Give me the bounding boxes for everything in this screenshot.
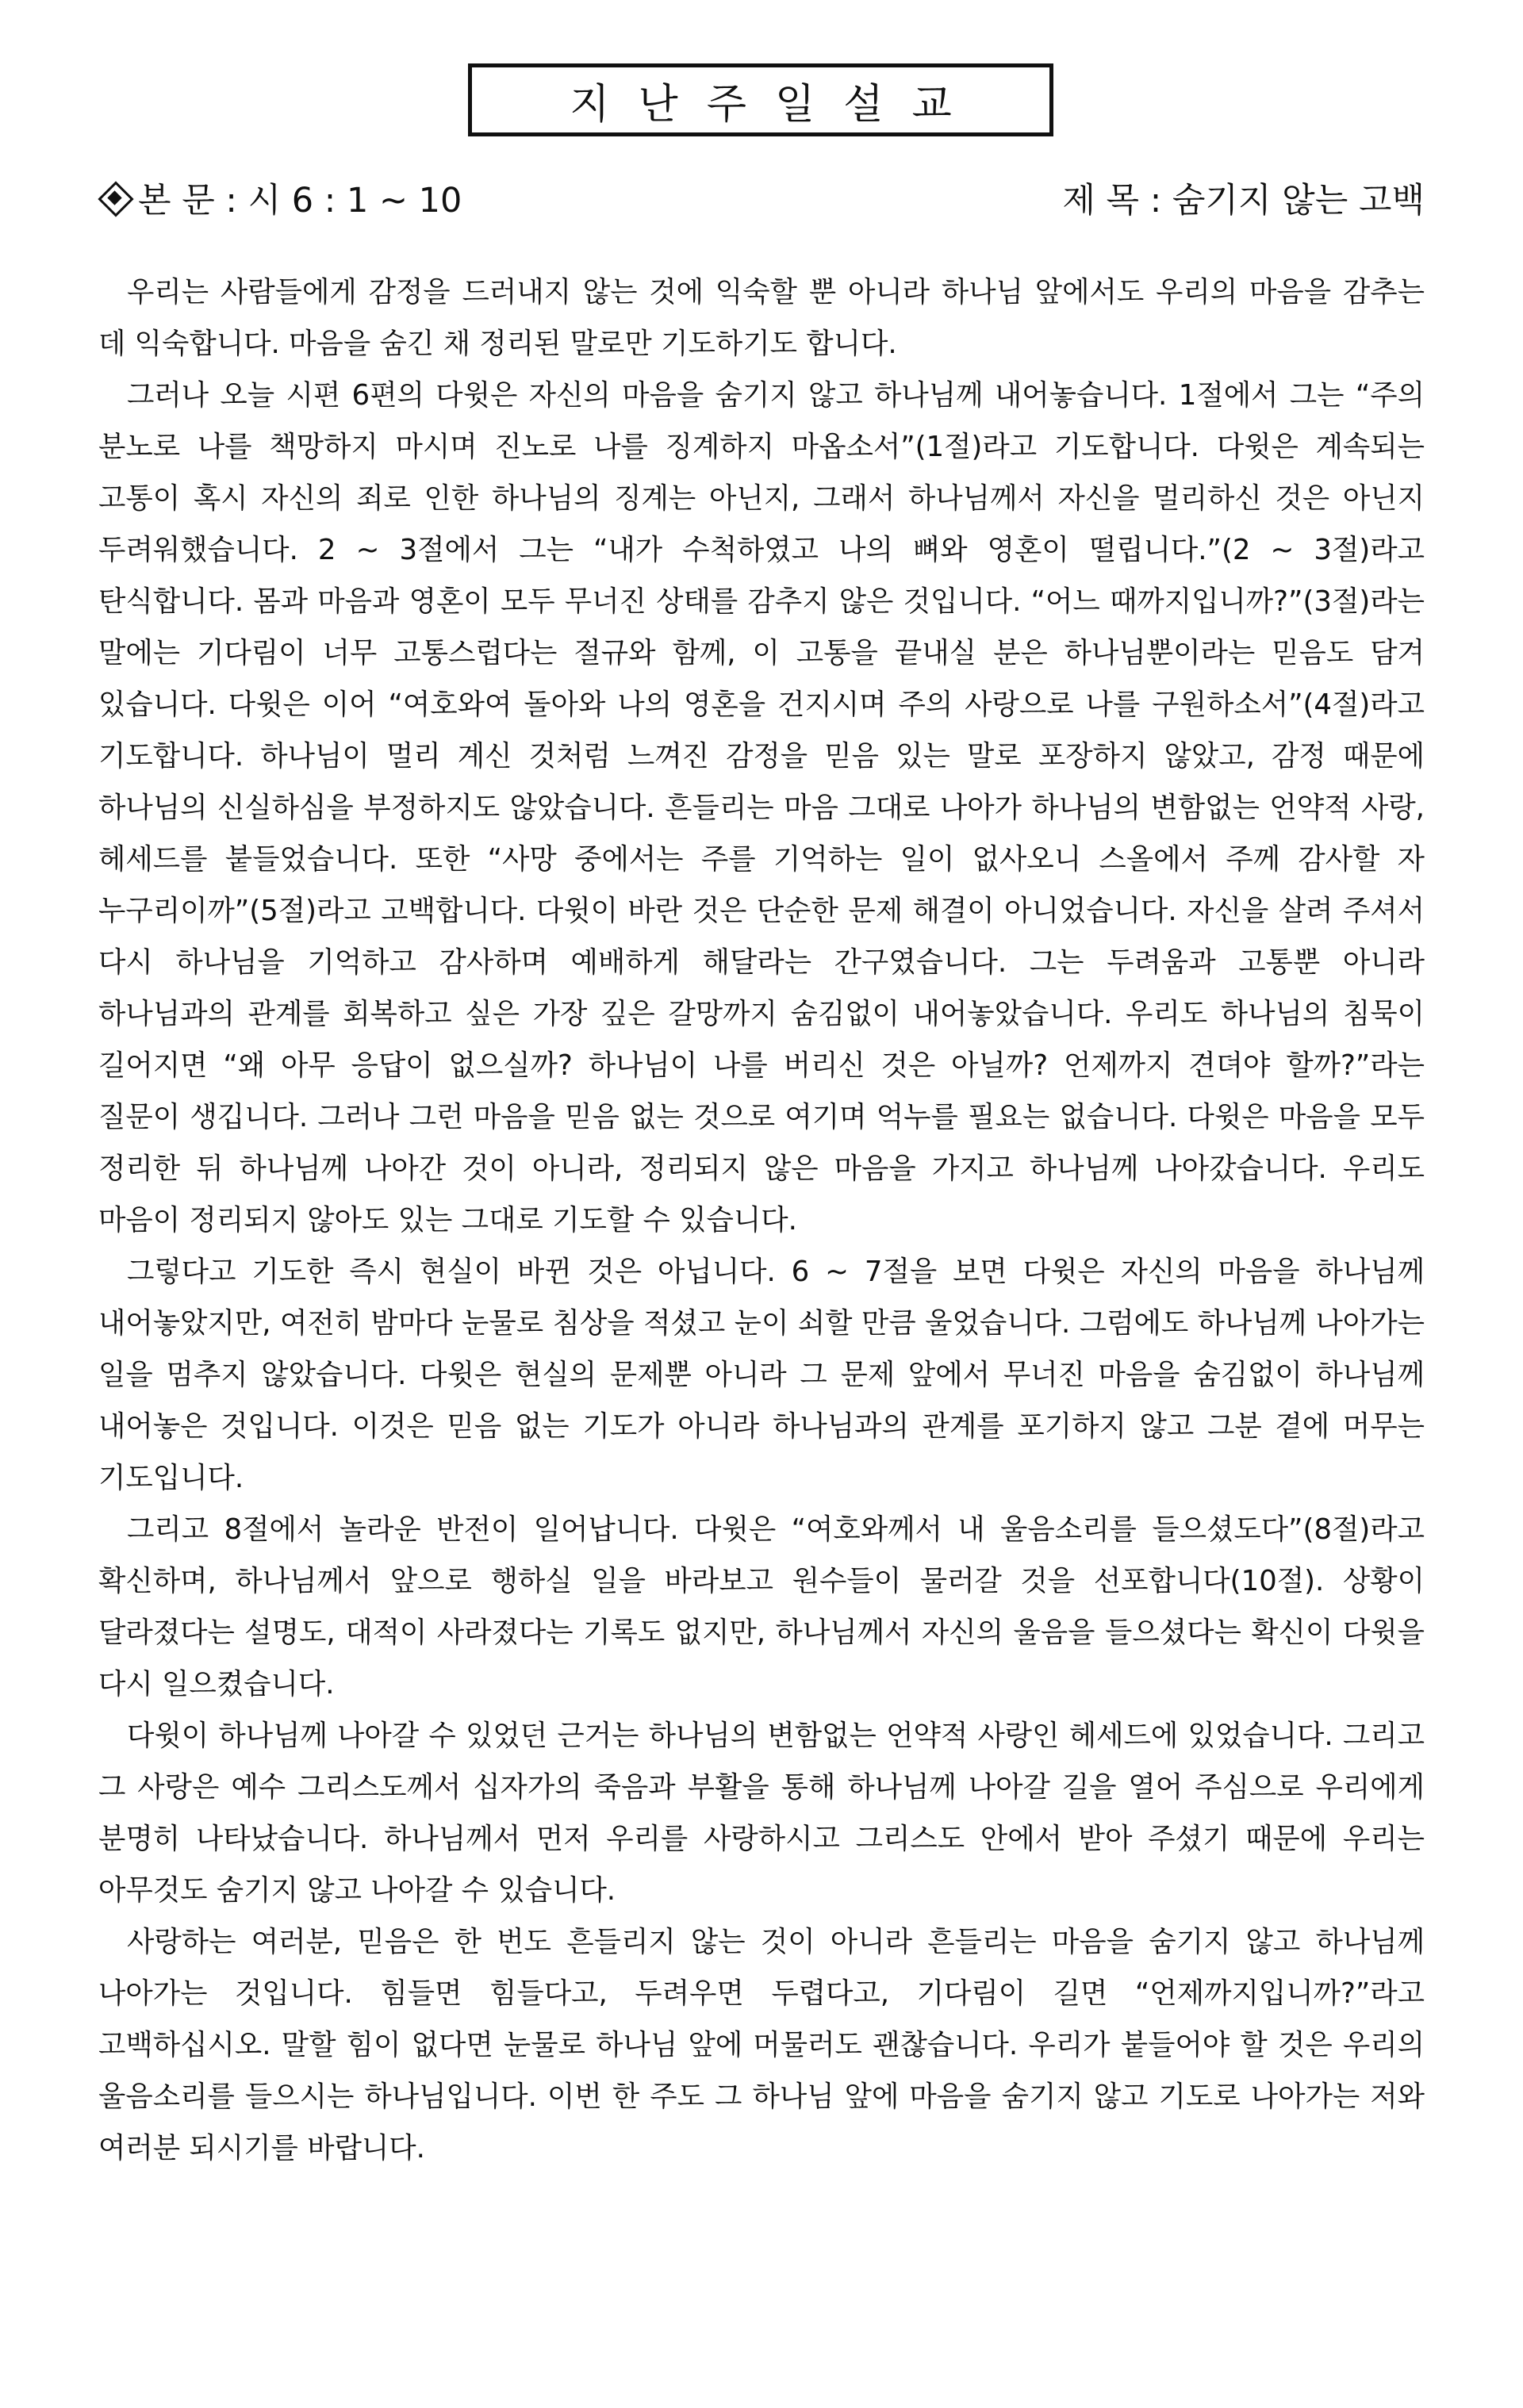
page-title-box	[468, 63, 1053, 136]
sermon-info-row	[98, 170, 1425, 225]
diamond-bullet-icon	[98, 182, 130, 213]
sermon-paragraph: 우리는 사람들에게 감정을 드러내지 않는 것에 익숙할 뿐 아니라 하나님 앞에서도 우리의 마음을 감추는 데 익숙합니다. 마음을 숨긴 채 정리된 말로만 기도하기도 합니다.	[98, 276, 1425, 360]
sermon-paragraph: 다윗이 하나님께 나아갈 수 있었던 근거는 하나님의 변함없는 언약적 사랑인 헤세드에 있었습니다. 그리고 그 사랑은 예수 그리스도께서 십자가의 죽음과 부활을 통해 하나님께 나아갈 길을 열어 주심으로 우리에게 분명히 나타났습니다. 하나님께서 먼저 우리를 사랑하시고 그리스도 안에서 받아 주셨기 때문에 우리는 아무것도 숨기지 않고 나아갈 수 있습니다.	[98, 1720, 1425, 1907]
subject-label: 제 목 : 숨기지 않는 고백	[1062, 180, 1425, 220]
scripture-reference	[98, 174, 462, 222]
sermon-paragraph: 그리고 8절에서 놀라운 반전이 일어납니다. 다윗은 “여호와께서 내 울음소리를 들으셨도다”(8절)라고 확신하며, 하나님께서 앞으로 행하실 일을 바라보고 원수들이 물러갈 것을 선포합니다(10절). 상황이 달라졌다는 설명도, 대적이 사라졌다는 기록도 없지만, 하나님께서 자신의 울음을 들으셨다는 확신이 다윗을 다시 일으켰습니다.	[98, 1513, 1425, 1701]
sermon-paragraph: 사랑하는 여러분, 믿음은 한 번도 흔들리지 않는 것이 아니라 흔들리는 마음을 숨기지 않고 하나님께 나아가는 것입니다. 힘들면 힘들다고, 두려우면 두렵다고, 기다림이 길면 “언제까지입니까?”라고 고백하십시오. 말할 힘이 없다면 눈물로 하나님 앞에 머물러도 괜찮습니다. 우리가 붙들어야 할 것은 우리의 울음소리를 들으시는 하나님입니다. 이번 한 주도 그 하나님 앞에 마음을 숨기지 않고 기도로 나아가는 저와 여러분 되시기를 바랍니다.	[98, 1926, 1425, 2165]
sermon-body	[98, 266, 1425, 2174]
page-title: 지난주일설교	[570, 80, 980, 128]
sermon-subject	[1062, 174, 1425, 222]
sermon-paragraph: 그렇다고 기도한 즉시 현실이 바뀐 것은 아닙니다. 6 ~ 7절을 보면 다윗은 자신의 마음을 하나님께 내어놓았지만, 여전히 밤마다 눈물로 침상을 적셨고 눈이 쇠할 만큼 울었습니다. 그럼에도 하나님께 나아가는 일을 멈추지 않았습니다. 다윗은 현실의 문제뿐 아니라 그 문제 앞에서 무너진 마음을 숨김없이 하나님께 내어놓은 것입니다. 이것은 믿음 없는 기도가 아니라 하나님과의 관계를 포기하지 않고 그분 곁에 머무는 기도입니다.	[98, 1256, 1425, 1494]
sermon-paragraph: 그러나 오늘 시편 6편의 다윗은 자신의 마음을 숨기지 않고 하나님께 내어놓습니다. 1절에서 그는 “주의 분노로 나를 책망하지 마시며 진노로 나를 징계하지 마옵소서”(1절)라고 기도합니다. 다윗은 계속되는 고통이 혹시 자신의 죄로 인한 하나님의 징계는 아닌지, 그래서 하나님께서 자신을 멀리하신 것은 아닌지 두려워했습니다. 2 ~ 3절에서 그는 “내가 수척하였고 나의 뼈와 영혼이 떨립니다.”(2 ~ 3절)라고 탄식합니다. 몸과 마음과 영혼이 모두 무너진 상태를 감추지 않은 것입니다. “어느 때까지입니까?”(3절)라는 말에는 기다림이 너무 고통스럽다는 절규와 함께, 이 고통을 끝내실 분은 하나님뿐이라는 믿음도 담겨 있습니다. 다윗은 이어 “여호와여 돌아와 나의 영혼을 건지시며 주의 사랑으로 나를 구원하소서”(4절)라고 기도합니다. 하나님이 멀리 계신 것처럼 느껴진 감정을 믿음 있는 말로 포장하지 않았고, 감정 때문에 하나님의 신실하심을 부정하지도 않았습니다. 흔들리는 마음 그대로 나아가 하나님의 변함없는 언약적 사랑, 헤세드를 붙들었습니다. 또한 “사망 중에서는 주를 기억하는 일이 없사오니 스올에서 주께 감사할 자 누구리이까”(5절)라고 고백합니다. 다윗이 바란 것은 단순한 문제 해결이 아니었습니다. 자신을 살려 주셔서 다시 하나님을 기억하고 감사하며 예배하게 해달라는 간구였습니다. 그는 두려움과 고통뿐 아니라 하나님과의 관계를 회복하고 싶은 가장 깊은 갈망까지 숨김없이 내어놓았습니다. 우리도 하나님의 침묵이 길어지면 “왜 아무 응답이 없으실까? 하나님이 나를 버리신 것은 아닐까? 언제까지 견뎌야 할까?”라는 질문이 생깁니다. 그러나 그런 마음을 믿음 없는 것으로 여기며 억누를 필요는 없습니다. 다윗은 마음을 모두 정리한 뒤 하나님께 나아간 것이 아니라, 정리되지 않은 마음을 가지고 하나님께 나아갔습니다. 우리도 마음이 정리되지 않아도 있는 그대로 기도할 수 있습니다.	[98, 379, 1425, 1237]
scripture-label: 본 문 : 시 6 : 1 ~ 10	[138, 180, 462, 220]
